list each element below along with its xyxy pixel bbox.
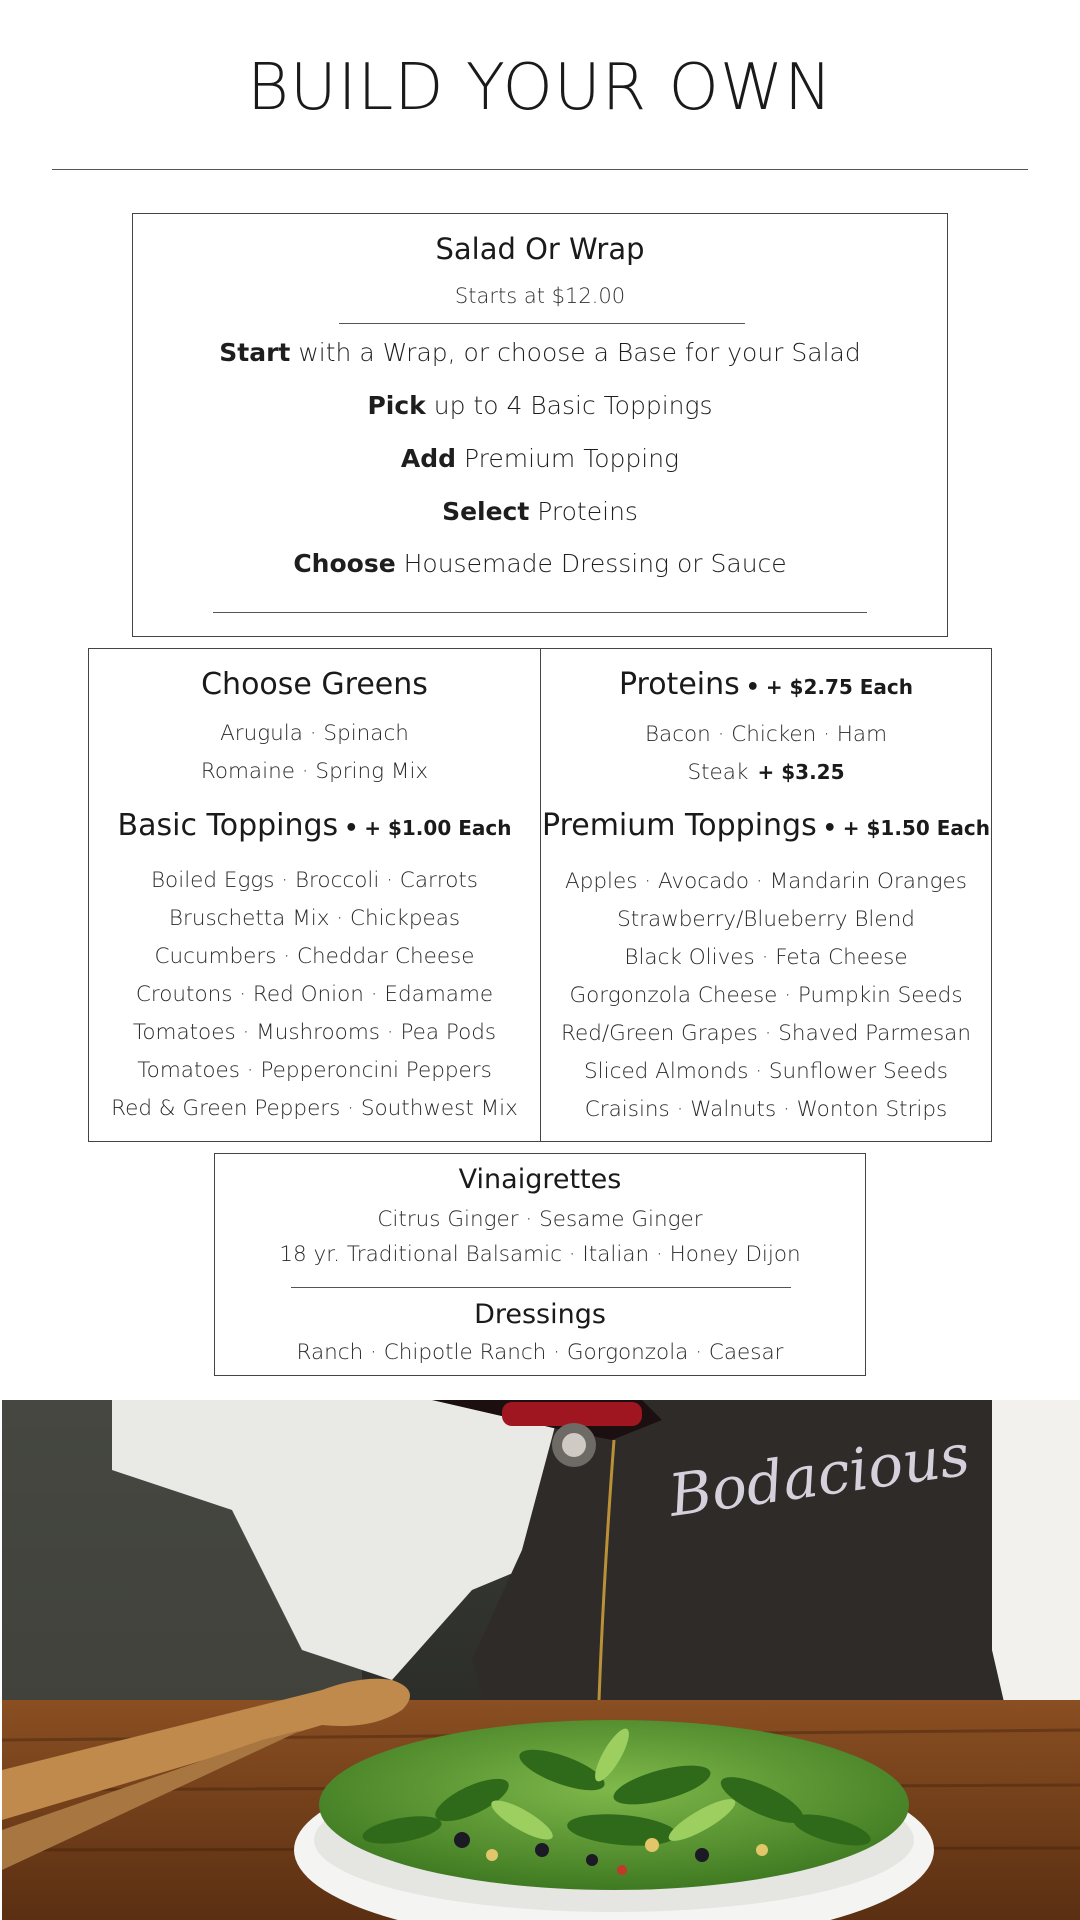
basic-topping-row: Bruschetta Mix · Chickpeas <box>168 906 461 931</box>
basic-topping-row: Croutons · Red Onion · Edamame <box>135 982 494 1007</box>
vinaigrettes-heading: Vinaigrettes <box>458 1164 622 1195</box>
step-pick <box>133 391 947 420</box>
basic-toppings-header <box>89 808 540 843</box>
premium-toppings-header <box>541 808 991 843</box>
right-column-box <box>540 648 992 1142</box>
basic-topping-row: Tomatoes · Pepperoncini Peppers <box>137 1058 492 1083</box>
basic-toppings-heading: Basic Toppings <box>117 808 339 843</box>
step-text: up to 4 Basic Toppings <box>425 391 713 420</box>
dressings-heading: Dressings <box>474 1299 606 1330</box>
salad-photo-illustration <box>2 1400 1080 1920</box>
greens-item: Arugula · Spinach <box>220 721 409 746</box>
apron-logo: Bodacious <box>664 1420 974 1530</box>
protein-item: Bacon · Chicken · Ham <box>644 722 888 747</box>
basic-topping-row: Cucumbers · Cheddar Cheese <box>154 944 475 969</box>
greens-heading: Choose Greens <box>201 667 428 702</box>
step-select <box>133 497 947 526</box>
salad-or-wrap-price: Starts at $12.00 <box>454 284 626 308</box>
greens-item: Romaine · Spring Mix <box>200 759 429 784</box>
step-text: Housemade Dressing or Sauce <box>395 549 787 578</box>
left-column-box <box>88 648 541 1142</box>
basic-toppings-price: + $1.00 Each <box>364 816 512 840</box>
premium-topping-row: Craisins · Walnuts · Wonton Strips <box>584 1097 948 1122</box>
dressing-item: Ranch · Chipotle Ranch · Gorgonzola · Caesar <box>296 1340 784 1365</box>
steak-line <box>541 760 991 785</box>
salad-price-divider <box>339 323 745 324</box>
premium-topping-row: Sliced Almonds · Sunflower Seeds <box>584 1059 948 1084</box>
salad-box-bottom-rule <box>213 612 867 613</box>
basic-topping-row: Boiled Eggs · Broccoli · Carrots <box>150 868 478 893</box>
salad-or-wrap-box <box>132 213 948 637</box>
salad-or-wrap-heading: Salad Or Wrap <box>435 232 645 266</box>
premium-topping-row: Strawberry/Blueberry Blend <box>617 907 915 932</box>
step-add <box>133 444 947 473</box>
basic-topping-row: Tomatoes · Mushrooms · Pea Pods <box>132 1020 497 1045</box>
premium-topping-row: Apples · Avocado · Mandarin Oranges <box>565 869 967 894</box>
step-verb: Add <box>400 444 457 473</box>
vinaigrette-item: 18 yr. Traditional Balsamic · Italian · Honey Dijon <box>279 1242 801 1267</box>
step-verb: Select <box>442 497 530 526</box>
vinaigrette-item: Citrus Ginger · Sesame Ginger <box>377 1207 703 1232</box>
step-text: Premium Topping <box>456 444 680 473</box>
step-choose <box>133 549 947 578</box>
title-divider <box>52 169 1028 170</box>
dressings-box <box>214 1153 866 1376</box>
page-title: BUILD YOUR OWN <box>246 51 834 125</box>
bullet: • <box>745 675 760 700</box>
proteins-heading: Proteins <box>618 667 740 702</box>
step-text: with a Wrap, or choose a Base for your Salad <box>290 338 861 367</box>
basic-topping-row: Red & Green Peppers · Southwest Mix <box>111 1096 518 1121</box>
step-start <box>133 338 947 367</box>
steak-label: Steak <box>687 760 749 785</box>
proteins-header <box>541 667 991 702</box>
premium-topping-row: Gorgonzola Cheese · Pumpkin Seeds <box>569 983 963 1008</box>
step-text: Proteins <box>529 497 638 526</box>
step-verb: Start <box>219 338 291 367</box>
premium-toppings-heading: Premium Toppings <box>542 808 817 843</box>
step-verb: Choose <box>293 549 396 578</box>
premium-topping-row: Black Olives · Feta Cheese <box>624 945 908 970</box>
steak-price: + $3.25 <box>757 760 845 784</box>
bullet: • <box>822 816 837 841</box>
dressings-divider <box>291 1287 791 1288</box>
bullet: • <box>344 816 359 841</box>
proteins-price: + $2.75 Each <box>765 675 914 699</box>
salad-photo <box>2 1400 1080 1920</box>
premium-toppings-price: + $1.50 Each <box>842 816 990 840</box>
premium-topping-row: Red/Green Grapes · Shaved Parmesan <box>561 1021 971 1046</box>
step-verb: Pick <box>367 391 426 420</box>
